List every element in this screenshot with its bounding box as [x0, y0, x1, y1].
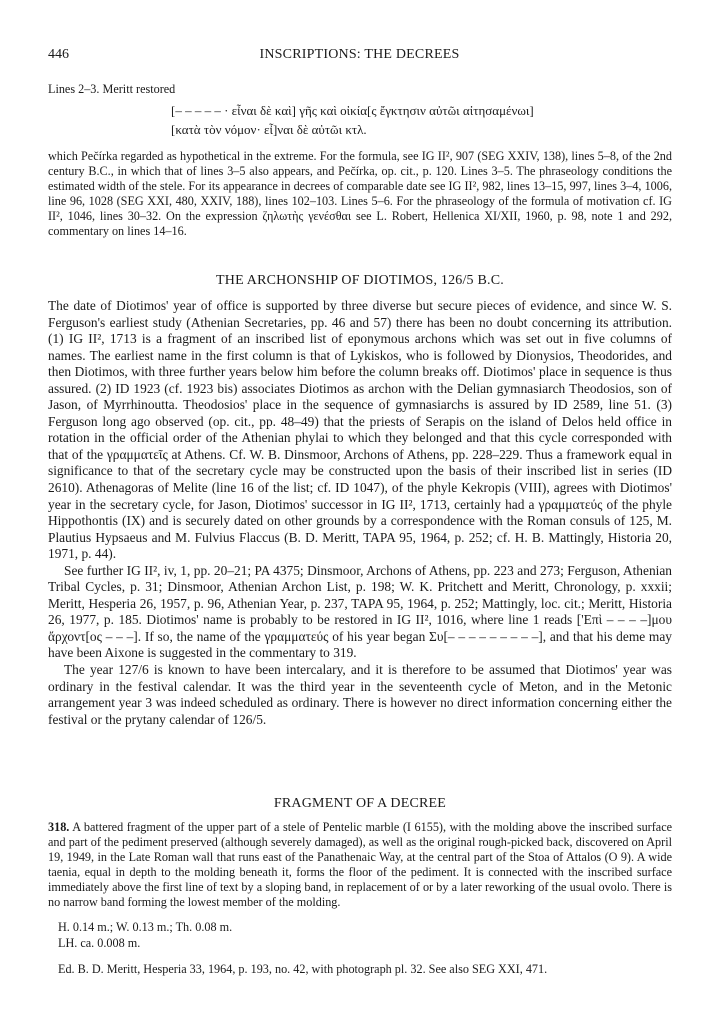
archonship-body [48, 298, 672, 728]
archonship-paragraph-1: The date of Diotimos' year of office is supported by three diverse but secure pieces of evidence, and since W. S. Ferguson's earliest study (Athenian Secretaries, pp. 46 and 57) there has been no doubt concerning its attribution. (1) IG II², 1713 is a fragment of an inscribed list of eponymous archons which was set out in five columns of names. The earliest name in the first column is that of Lykiskos, who is followed by Dionysios, Theodorides, and then Diotimos, with three further years below him before the column breaks off. Diotimos' place in sequence is thus assured. (2) ID 1923 (cf. 1923 bis) associates Diotimos as archon with the Delian gymnasiarch Theodosios, son of Jason, of Myrrhinoutta. Theodosios' place in the sequence of gymnasiarchs is assured by ID 2589, line 51. (3) Ferguson long ago observed (op. cit., pp. 48–49) that the priests of Serapis on the island of Delos held office in rotation in the official order of the Athenian phylai to which they belonged and that this cycle corresponded with that of the γραμματεῖς at Athens. Cf. W. B. Dinsmoor, Archons of Athens, pp. 228–229. Thus a framework equal in significance to that of the secretary cycle may be constructed upon the basis of their inscribed list in series (ID 2610). Athenagoras of Melite (line 16 of the list; cf. ID 1047), of the phyle Kekropis (VIII), agrees with Diotimos' year in the secretary cycle, for Jason, Diotimos' successor in IG II², 1713, certainly had a γραμματεύς of the phyle Hippothontis (IX) and is securely dated on other grounds by a correspondence with the Roman consuls of 125, M. Plautius Hypsaeus and M. Fulvius Flaccus (B. D. Meritt, TAPA 95, 1964, p. 252; cf. H. B. Mattingly, Historia 20, 1971, p. 44). [48, 298, 672, 562]
restoration-line-2: [κατὰ τὸν νόμον· εἶ]ναι δὲ αὐτῶι κτλ. [171, 122, 367, 137]
intro-label: Lines 2–3. Meritt restored [48, 82, 176, 96]
entry-number: 318. [48, 820, 70, 834]
letter-height: LH. ca. 0.008 m. [58, 936, 141, 950]
section-title-archonship: THE ARCHONSHIP OF DIOTIMOS, 126/5 B.C. [216, 273, 504, 288]
dimensions: H. 0.14 m.; W. 0.13 m.; Th. 0.08 m. [58, 920, 233, 934]
edition-reference: Ed. B. D. Meritt, Hesperia 33, 1964, p. 193, no. 42, with photograph pl. 32. See also SEG XXI, 471. [58, 962, 548, 976]
page-number: 446 [48, 47, 69, 62]
running-header [48, 47, 671, 65]
fragment-description [48, 820, 672, 910]
archonship-paragraph-3: The year 127/6 is known to have been intercalary, and it is therefore to be assumed that Diotimos' year was ordinary in the festival calendar. It was the third year in the seventeenth cycle of Meton, and in the Metonic arrangement year 3 was indeed scheduled as ordinary. There is however no direct information concerning either the festival or the prytany calendar of 126/5. [48, 662, 672, 727]
running-title: INSCRIPTIONS: THE DECREES [259, 47, 460, 62]
description-text: A battered fragment of the upper part of a stele of Pentelic marble (I 6155), with the molding above the inscribed surface and part of the pediment preserved (although severely damaged), as well as the original rough-picked back, discovered on April 19, 1949, in the Late Roman wall that runs east of the Panathenaic Way, at the central part of the Stoa of Attalos (O 9). A wide taenia, equal in depth to the molding beneath it, forms the floor of the pediment. It is connected with the inscribed surface immediately above the first line of text by a sloping band, in replacement of or by a later reworking of the usual ovolo. There is no narrow band forming the lowest member of the molding. [48, 820, 673, 909]
commentary-paragraph: which Pečírka regarded as hypothetical in the extreme. For the formula, see IG II², 907 (SEG XXIV, 138), lines 5–8, of the 2nd century B.C., in which that of lines 3–5 also appears, and Pečírka, op. cit., p. 120. Lines 3–5. The phraseology conditions the estimated width of the stele. For its appearance in decrees of comparable date see IG II², 982, lines 13–15, 997, lines 3–4, 1006, line 96, 1028 (SEG XXI, 480, XXIV, 188), lines 102–103. Lines 5–6. For the phraseology of the formula of motivation cf. IG II², 1046, lines 30–32. On the expression ζηλωτὴς γενέσθαι see L. Robert, Hellenica XI/XII, 1960, p. 98, note 1 and 292, commentary on lines 14–16. [48, 149, 672, 238]
restoration-line-1: [– – – – – · εἶναι δὲ καὶ] γῆς καὶ οἰκία[ς ἔγκτησιν αὐτῶι αἰτησαμένωι] [171, 103, 534, 118]
section-title-fragment: FRAGMENT OF A DECREE [273, 796, 447, 811]
archonship-paragraph-2: See further IG II², iv, 1, pp. 20–21; PA 4375; Dinsmoor, Archons of Athens, pp. 223 and 273; Ferguson, Athenian Tribal Cycles, p. 31; Dinsmoor, Athenian Archon List, p. 198; W. K. Pritchett and Meritt, Chronology, p. xxxii; Meritt, Hesperia 26, 1957, p. 96, Athenian Year, p. 237, TAPA 95, 1964, p. 252; Mattingly, loc. cit.; Meritt, Historia 26, 1977, p. 185. Diotimos' name is probably to be restored in IG II², 1016, where line 1 reads ['Επὶ – – – –]μου ἄρχοντ[ος – – –]. If so, the name of the γραμματεύς of his year began Συ[– – – – – – – – –], and that his deme may have been Aixone is suggested in the commentary to 319. [48, 562, 672, 661]
